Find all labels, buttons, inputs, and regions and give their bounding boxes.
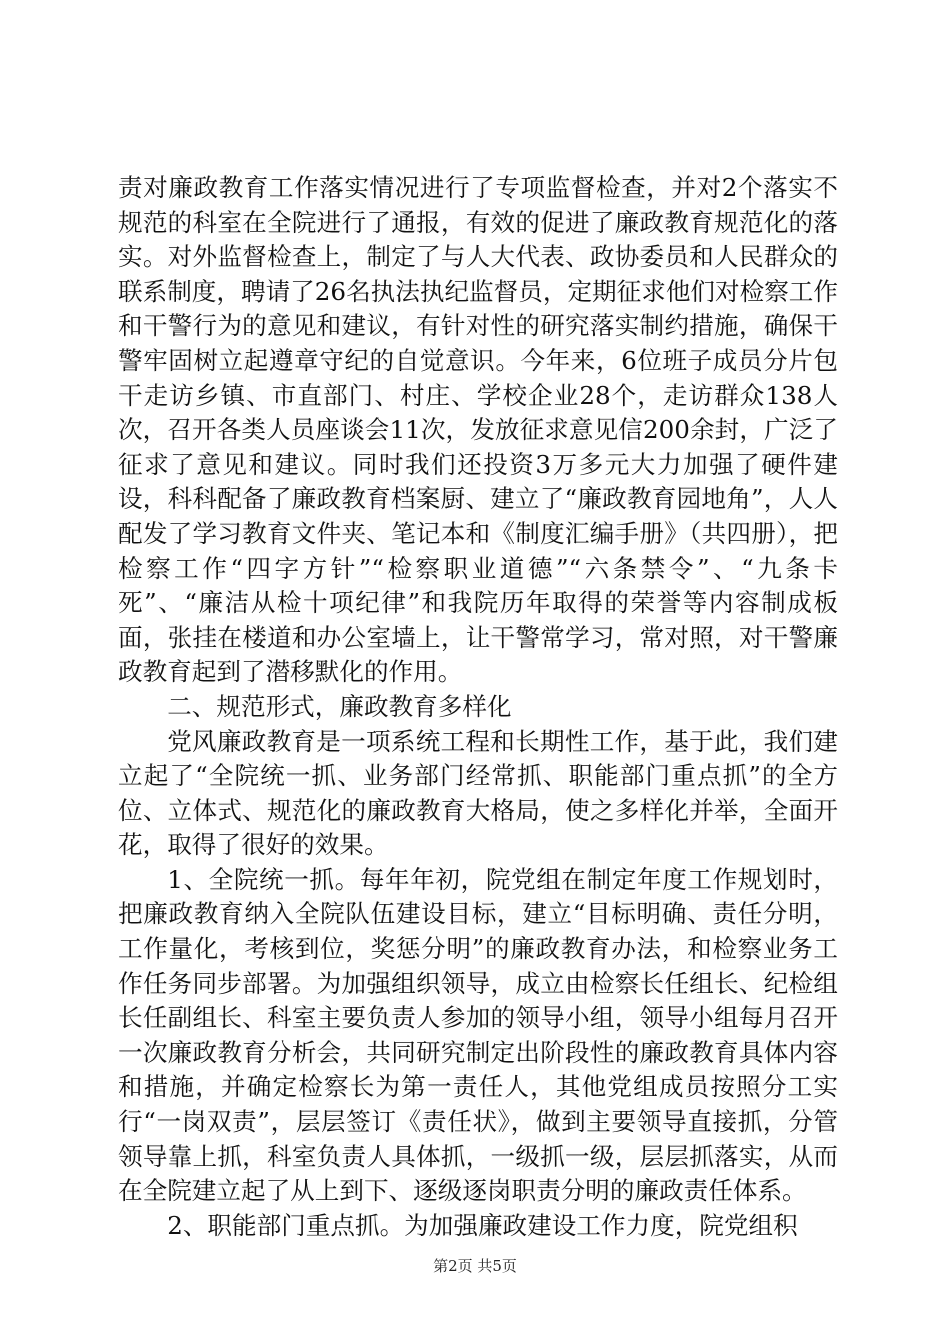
document-body xyxy=(118,171,838,1243)
paragraph-item-2: 2、职能部门重点抓。为加强廉政建设工作力度，院党组积 xyxy=(167,1210,798,1240)
page-footer: 第2页 共5页 xyxy=(433,1257,517,1275)
paragraph-continuation: 责对廉政教育工作落实情况进行了专项监督检查，并对2个落实不规范的科室在全院进行了通报，有效的促进了廉政教育规范化的落实。对外监督检查上，制定了与人大代表、政协委员和人民群众的联系制度，聘请了26名执法执纪监督员，定期征求他们对检察工作和干警行为的意见和建议，有针对性的研究落实制约措施，确保干警牢固树立起遵章守纪的自觉意识。今年来，6位班子成员分片包干走访乡镇、市直部门、村庄、学校企业28个，走访群众138人次，召开各类人员座谈会11次，发放征求意见信200余封，广泛了征求了意见和建议。同时我们还投资3万多元大力加强了硬件建设，科科配备了廉政教育档案厨、建立了“廉政教育园地角”，人人配发了学习教育文件夹、笔记本和《制度汇编手册》（共四册），把检察工作“四字方针”“检察职业道德”“六条禁令”、“九条卡死”、“廉洁从检十项纪律”和我院历年取得的荣誉等内容制成板面，张挂在楼道和办公室墙上，让干警常学习，常对照，对干警廉政教育起到了潜移默化的作用。 xyxy=(118,173,838,687)
paragraph-item-1: 1、全院统一抓。每年年初，院党组在制定年度工作规划时，把廉政教育纳入全院队伍建设目标，建立“目标明确、责任分明，工作量化，考核到位，奖惩分明”的廉政教育办法，和检察业务工作任务同步部署。为加强组织领导，成立由检察长任组长、纪检组长任副组长、科室主要负责人参加的领导小组，领导小组每月召开一次廉政教育分析会，共同研究制定出阶段性的廉政教育具体内容和措施，并确定检察长为第一责任人，其他党组成员按照分工实行“一岗双责”，层层签订《责任状》，做到主要领导直接抓，分管领导靠上抓，科室负责人具体抓，一级抓一级，层层抓落实，从而在全院建立起了从上到下、逐级逐岗职责分明的廉政责任体系。 xyxy=(118,864,838,1206)
section-heading: 二、规范形式，廉政教育多样化 xyxy=(167,691,512,721)
paragraph-intro: 党风廉政教育是一项系统工程和长期性工作，基于此，我们建立起了“全院统一抓、业务部门经常抓、职能部门重点抓”的全方位、立体式、规范化的廉政教育大格局，使之多样化并举，全面开花，取得了很好的效果。 xyxy=(118,726,838,860)
